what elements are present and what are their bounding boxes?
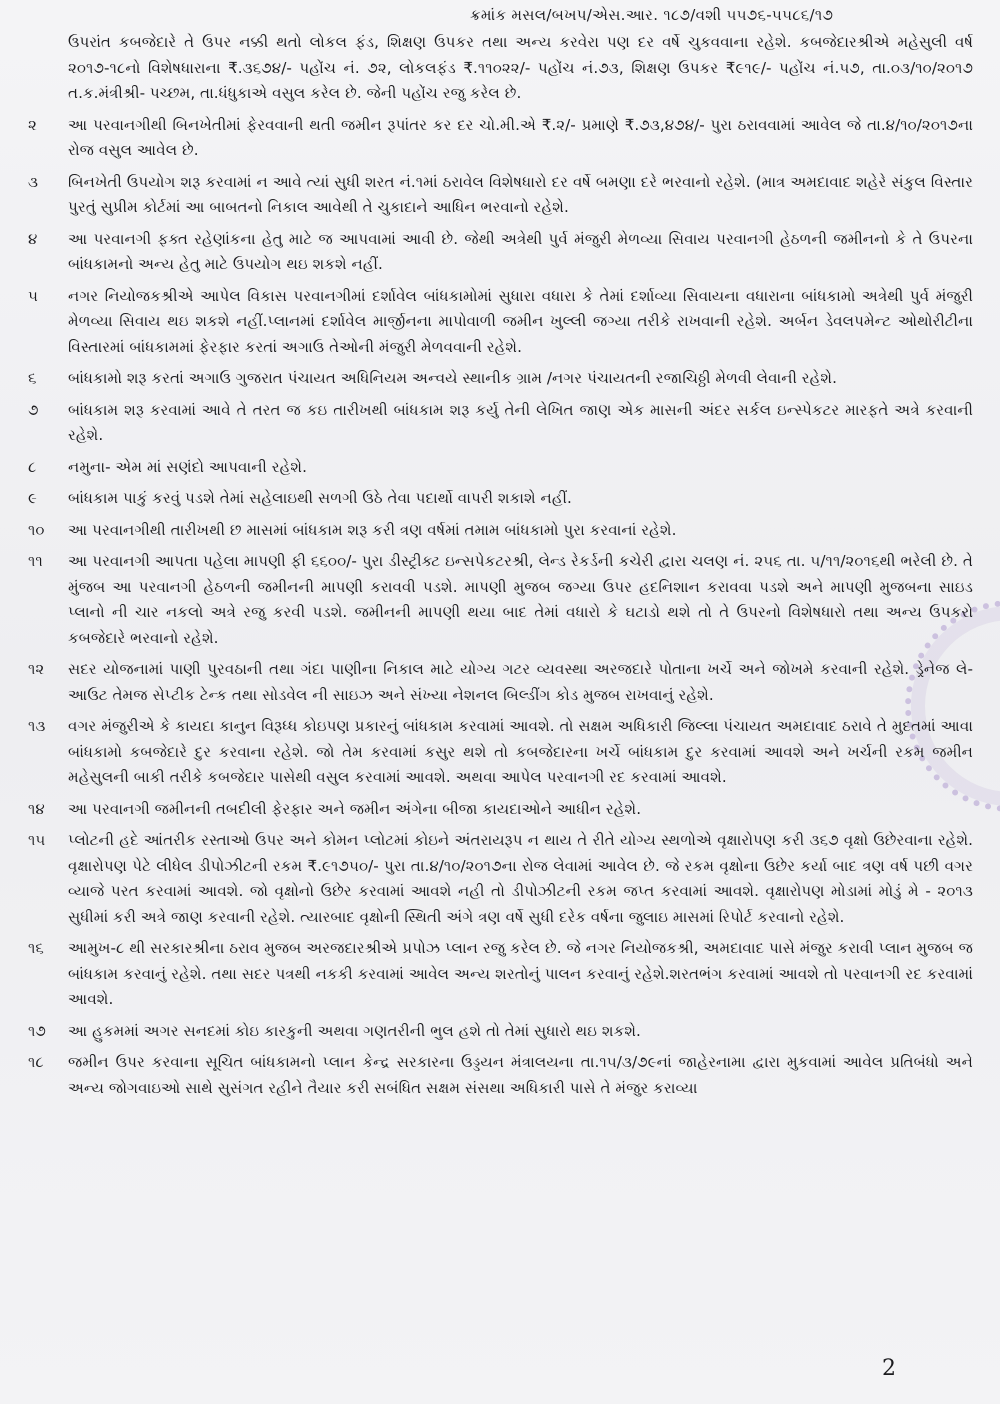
condition-number: ૧૧	[28, 552, 43, 570]
condition-text: નમુના- એમ માં સણંદો આપવાની રહેશે.	[68, 457, 307, 476]
condition-text: આ પરવાનગી જમીનની તબદીલી ફેરફાર અને જમીન અંગેના બીજા કાયદાઓને આધીન રહેશે.	[68, 799, 642, 818]
condition-item-6	[28, 366, 973, 392]
condition-number: ૧૫	[28, 831, 46, 849]
condition-text: ઉપરાંત કબજેદારે તે ઉપર નક્કી થતો લોકલ ફંડ, શિક્ષણ ઉપકર તથા અન્ય કરવેરા પણ દર વર્ષે ચુકવવાના રહેશે. કબજેદારશ્રીએ મહેસુલી વર્ષ ૨૦૧૭-૧૮નો વિશેષધારાના ₹.૩૬૭૪/- પહોંચ નં. ૭૨, લોકલફંડ ₹.૧૧૦૨૨/- પહોંચ નં.૭૩, શિક્ષણ ઉપકર ₹૯૧૯/- પહોંચ નં.૫૭, તા.૦૩/૧૦/૨૦૧૭ ત.ક.મંત્રીશ્રી- પચ્છમ, તા.ધંધુકાએ વસુલ કરેલ છે. જેની પહોંચ રજુ કરેલ છે.	[68, 33, 973, 102]
condition-text: આ પરવાનગીથી તારીખથી છ માસમાં બાંધકામ શરૂ કરી ત્રણ વર્ષમાં તમામ બાંધકામો પુરા કરવાનાં રહેશે.	[68, 520, 677, 539]
condition-item-15	[28, 828, 973, 930]
condition-text: આ પરવાનગી આપતા પહેલા માપણી ફી ૬૬૦૦/- પુરા ડીસ્ટ્રીક્ટ ઇન્સપેકટરશ્રી, લેન્ડ રેકર્ડની કચેરી દ્વારા ચલણ નં. ૨૫૬ તા. ૫/૧૧/૨૦૧૬થી ભરેલી છે. તે મુંજબ આ પરવાનગી હેઠળની જમીનની માપણી કરાવવી પડશે. માપણી મુજબ જગ્યા ઉપર હદનિશાન કરાવવા પડશે અને માપણી મુજબના સાઇડ પ્લાનો ની ચાર નકલો અત્રે રજુ કરવી પડશે. જમીનની માપણી થયા બાદ તેમાં વધારો કે ઘટાડો થશે તો તે ઉપરનો વિશેષધારો તથા અન્ય ઉપકરો કબજેદારે ભરવાનો રહેશે.	[68, 552, 974, 647]
condition-number: ૭	[28, 400, 39, 419]
condition-item-8	[28, 455, 973, 481]
condition-item-14	[28, 797, 973, 823]
condition-text: બાંધકામ પાકું કરવું પડશે તેમાં સહેલાઇથી સળગી ઉઠે તેવા પદાર્થો વાપરી શકાશે નહીં.	[68, 489, 572, 507]
condition-item-1-continued	[28, 30, 973, 107]
condition-item-16	[28, 936, 973, 1013]
condition-number: ૬	[28, 369, 37, 387]
condition-text: બાંધકામ શરૂ કરવામાં આવે તે તરત જ કઇ તારીખથી બાંધકામ શરૂ કર્યુ તેની લેખિત જાણ એક માસની અંદર સર્કલ ઇન્સ્પેકટર મારફતે અત્રે કરવાની રહેશે.	[68, 400, 973, 444]
condition-number: ૧૦	[28, 520, 45, 539]
condition-item-2	[28, 113, 973, 164]
condition-item-3	[28, 170, 973, 221]
condition-text: આમુખ-૮ થી સરકારશ્રીના ઠરાવ મુજબ અરજદારશ્રીએ પ્રપોઝ પ્લાન રજુ કરેલ છે. જે નગર નિયોજકશ્રી, અમદાવાદ પાસે મંજુર કરાવી પ્લાન મુજબ જ બાંધકામ કરવાનું રહેશે. તથા સદર પત્રથી નકકી કરવામાં આવેલ અન્ય શરતોનું પાલન કરવાનું રહેશે.શરતભંગ કરવામાં આવશે તો પરવાનગી રદ કરવામાં આવશે.	[68, 939, 973, 1008]
condition-text: આ પરવાનગીથી બિનખેતીમાં ફેરવવાની થતી જમીન રૂપાંતર કર દર ચો.મી.એ ₹.૨/- પ્રમાણે ₹.૭૩,૪૭૪/- પુરા ઠરાવવામાં આવેલ જે તા.૪/૧૦/૨૦૧૭ના રોજ વસુલ આવેલ છે.	[68, 115, 973, 159]
condition-item-4	[28, 227, 973, 278]
condition-number: ૪	[28, 229, 38, 248]
condition-number: ૧૭	[28, 1021, 46, 1040]
condition-item-10	[28, 518, 973, 544]
condition-text: બાંધકામો શરૂ કરતાં અગાઉ ગુજરાત પંચાયત અધિનિયમ અન્વયે સ્થાનીક ગ્રામ /નગર પંચાયતની રજાચિઠ્ઠી મેળવી લેવાની રહેશે.	[68, 369, 837, 387]
condition-number: ૮	[28, 457, 37, 476]
condition-item-5	[28, 284, 973, 361]
condition-text: બિનખેતી ઉપયોગ શરૂ કરવામાં ન આવે ત્યાં સુધી શરત નં.૧માં ઠરાવેલ વિશેષધારો દર વર્ષે બમણા દરે ભરવાનો રહેશે. (માત્ર અમદાવાદ શહેરે સંકુલ વિસ્તાર પુરતું સુપ્રીમ કોર્ટમાં આ બાબતનો નિકાલ આવેથી તે ચુકાદાને આધિન ભરવાનો રહેશે.	[68, 172, 973, 216]
page-number: 2	[882, 1356, 896, 1381]
reference-number: ક્રમાંક મસલ/બખપ/એસ.આર. ૧૮૭/વશી ૫૫૭૬-૫૫૮૬/૧૭	[470, 6, 834, 24]
condition-item-13	[28, 714, 973, 791]
condition-number: ૧૩	[28, 717, 46, 735]
condition-item-11	[28, 549, 973, 651]
condition-number: ૧૨	[28, 660, 45, 678]
condition-number: ૧૮	[28, 1053, 44, 1071]
condition-number: ૯	[28, 489, 37, 507]
condition-item-18	[28, 1050, 973, 1101]
condition-number: ૫	[28, 286, 38, 305]
condition-text: જમીન ઉપર કરવાના સૂચિત બાંધકામનો પ્લાન કેન્દ્ર સરકારના ઉડ્ડયન મંત્રાલયના તા.૧૫/૩/૭૯નાં જાહેરનામા દ્વારા મુકવામાં આવેલ પ્રતિબંધો અને અન્ય જોગવાઇઓ સાથે સુસંગત રહીને તૈયાર કરી સબંધિત સક્ષમ સંસથા અધિકારી પાસે તે મંજુર કરાવ્યા	[68, 1053, 973, 1097]
condition-text: પ્લોટની હદે આંતરીક રસ્તાઓ ઉપર અને કોમન પ્લોટમાં કોઇને અંતરાયરૂપ ન થાય તે રીતે યોગ્ય સ્થળોએ વૃક્ષારોપણ કરી ૩૬૭ વૃક્ષો ઉછેરવાના રહેશે. વૃક્ષારોપણ પેટે લીધેલ ડીપોઝીટની રકમ ₹.૯૧૭૫૦/- પુરા તા.૪/૧૦/૨૦૧૭ના રોજ લેવામાં આવેલ છે. જે રકમ વૃક્ષોના ઉછેર કર્યા બાદ ત્રણ વર્ષ પછી વગર વ્યાજે પરત કરવામાં આવશે. જો વૃક્ષોનો ઉછેર કરવામાં આવશે નહી તો ડીપોઝીટની રકમ જપ્ત કરવામાં આવશે. વૃક્ષારોપણ મોડામાં મોડું મે - ૨૦૧૩ સુધીમાં કરી અત્રે જાણ કરવાની રહેશે. ત્યારબાદ વૃક્ષોની સ્થિતી અંગે ત્રણ વર્ષે સુધી દરેક વર્ષના જુલાઇ માસમાં રિપોર્ટ કરવાનો રહેશે.	[68, 831, 974, 926]
condition-text: આ પરવાનગી ફક્ત રહેણાંકના હેતુ માટે જ આપવામાં આવી છે. જેથી અત્રેથી પુર્વ મંજુરી મેળવ્યા સિવાય પરવાનગી હેઠળની જમીનનો કે તે ઉપરના બાંધકામનો અન્ય હેતુ માટે ઉપયોગ થઇ શકશે નહીં.	[68, 229, 973, 273]
condition-text: સદર યોજનામાં પાણી પુરવઠાની તથા ગંદા પાણીના નિકાલ માટે યોગ્ય ગટર વ્યવસ્થા અરજદારે પોતાના ખર્ચે અને જોખમે કરવાની રહેશે. ડ્રેનેજ લે-આઉટ તેમજ સેપ્ટીક ટેન્ક તથા સોડવેલ ની સાઇઝ અને સંખ્યા નેશનલ બિલ્ડીંગ કોડ મુજબ રાખવાનું રહેશે.	[68, 660, 973, 704]
condition-number: ૧૬	[28, 939, 44, 957]
condition-number: ૩	[28, 172, 38, 191]
condition-item-9	[28, 486, 973, 512]
condition-text: નગર નિયોજકશ્રીએ આપેલ વિકાસ પરવાનગીમાં દર્શાવેલ બાંધકામોમાં સુધારા વધારા કે તેમાં દર્શાવ્યા સિવાયના વધારાના બાંધકામો અત્રેથી પુર્વ મંજુરી મેળવ્યા સિવાય થઇ શકશે નહીં.પ્લાનમાં દર્શાવેલ માર્જીનના માપોવાળી જમીન ખુલ્લી જગ્યા તરીકે રાખવાની રહેશે. અર્બન ડેવલપમેન્ટ ઓથોરીટીના વિસ્તારમાં બાંધકામમાં ફેરફાર કરતાં અગાઉ તેઓની મંજુરી મેળવવાની રહેશે.	[68, 286, 973, 356]
condition-text: વગર મંજુરીએ કે કાયદા કાનુન વિરૂધ્ધ કોઇપણ પ્રકારનું બાંધકામ કરવામાં આવશે. તો સક્ષમ અધિકારી જિલ્લા પંચાયત અમદાવાદ ઠરાવે તે મુદતમાં આવા બાંધકામો કબજેદારે દુર કરવાના રહેશે. જો તેમ કરવામાં કસુર થશે તો કબજેદારના ખર્ચે બાંધકામ દુર કરવામાં આવશે અને ખર્ચની રકમ જમીન મહેસુલની બાકી તરીકે કબજેદાર પાસેથી વસુલ કરવામાં આવશે. અથવા આપેલ પરવાનગી રદ કરવામાં આવશે.	[68, 717, 973, 786]
condition-item-12	[28, 657, 973, 708]
condition-item-17	[28, 1019, 973, 1045]
condition-number: ૧૪	[28, 799, 45, 818]
conditions-list	[28, 30, 973, 1107]
condition-number: ૨	[28, 115, 37, 134]
condition-item-7	[28, 398, 973, 449]
condition-text: આ હુકમમાં અગર સનદમાં કોઇ કારકુની અથવા ગણતરીની ભુલ હશે તો તેમાં સુધારો થઇ શકશે.	[68, 1021, 641, 1040]
